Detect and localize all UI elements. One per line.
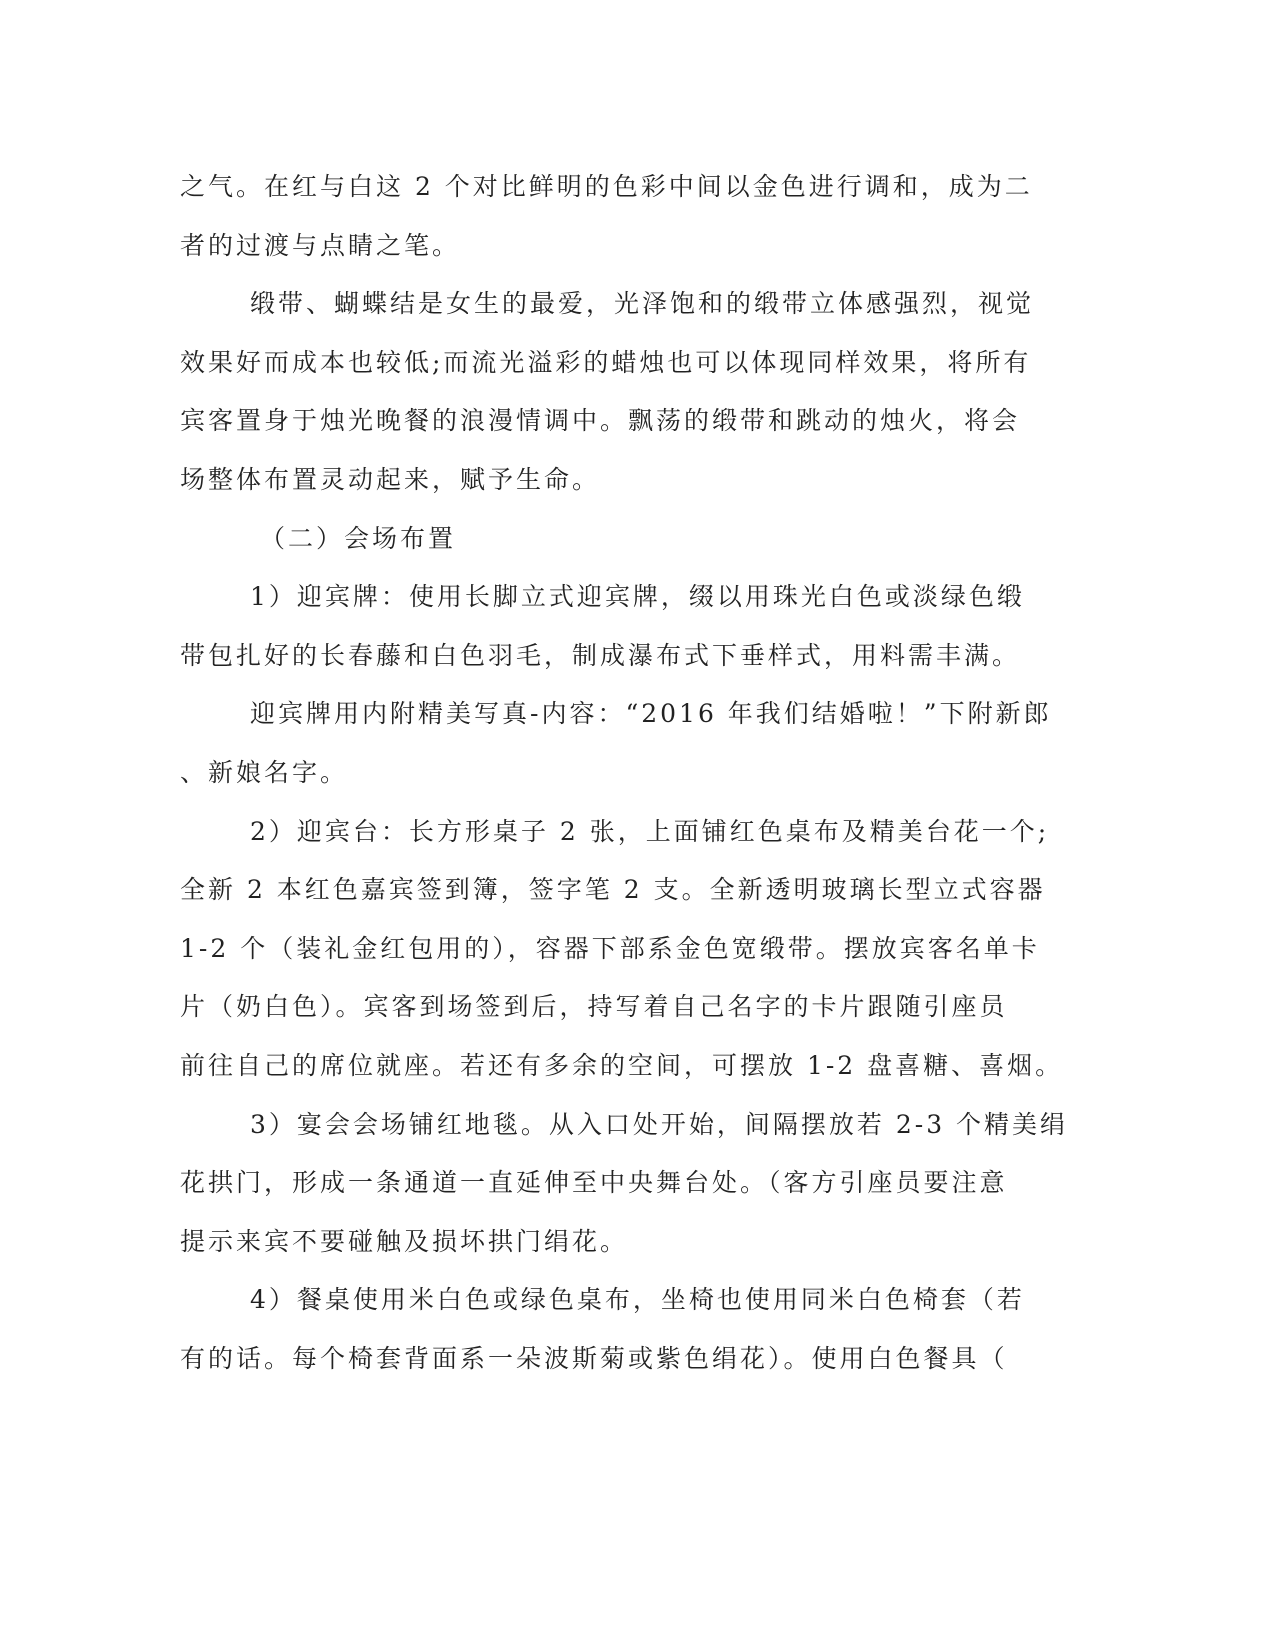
text-line: 效果好而成本也较低;而流光溢彩的蜡烛也可以体现同样效果，将所有 (180, 347, 1032, 377)
paragraph-first-line: 2）迎宾台：长方形桌子 2 张，上面铺红色桌布及精美台花一个; (250, 816, 1050, 846)
text-line: 场整体布置灵动起来，赋予生命。 (180, 464, 601, 494)
text-line: 有的话。每个椅套背面系一朵波斯菊或紫色绢花）。使用白色餐具（ (180, 1343, 1008, 1373)
text-line: 宾客置身于烛光晚餐的浪漫情调中。飘荡的缎带和跳动的烛火，将会 (180, 406, 1021, 436)
paragraph-first-line: 1）迎宾牌：使用长脚立式迎宾牌，缀以用珠光白色或淡绿色缎 (250, 582, 1025, 612)
text-line: 、新娘名字。 (180, 757, 349, 787)
section-heading: （二）会场布置 (260, 523, 457, 553)
text-line: 之气。在红与白这 2 个对比鲜明的色彩中间以金色进行调和，成为二 (180, 172, 1033, 201)
text-line: 全新 2 本红色嘉宾签到簿，签字笔 2 支。全新透明玻璃长型立式容器 (180, 875, 1046, 905)
body-text (180, 158, 1069, 1388)
text-line: 1-2 个（装礼金红包用的），容器下部系金色宽缎带。摆放宾客名单卡 (180, 933, 1040, 963)
text-line: 花拱门，形成一条通道一直延伸至中央舞台处。（客方引座员要注意 (180, 1168, 1008, 1198)
text-line: 前往自己的席位就座。若还有多余的空间，可摆放 1-2 盘喜糖、喜烟。 (180, 1050, 1064, 1080)
paragraph-first-line: 3）宴会会场铺红地毯。从入口处开始，间隔摆放若 2-3 个精美绢 (250, 1109, 1069, 1139)
paragraph-first-line: 迎宾牌用内附精美写真-内容：“2016 年我们结婚啦！”下附新郎 (250, 699, 1052, 729)
paragraph-first-line: 4）餐桌使用米白色或绿色桌布，坐椅也使用同米白色椅套（若 (250, 1285, 1025, 1315)
text-line: 带包扎好的长春藤和白色羽毛，制成瀑布式下垂样式，用料需丰满。 (180, 640, 1021, 670)
paragraph-first-line: 缎带、蝴蝶结是女生的最爱，光泽饱和的缎带立体感强烈，视觉 (250, 289, 1035, 319)
text-line: 者的过渡与点睛之笔。 (180, 230, 461, 260)
text-line: 片（奶白色）。宾客到场签到后，持写着自己名字的卡片跟随引座员 (180, 992, 1008, 1022)
text-line: 提示来宾不要碰触及损坏拱门绢花。 (180, 1226, 629, 1256)
